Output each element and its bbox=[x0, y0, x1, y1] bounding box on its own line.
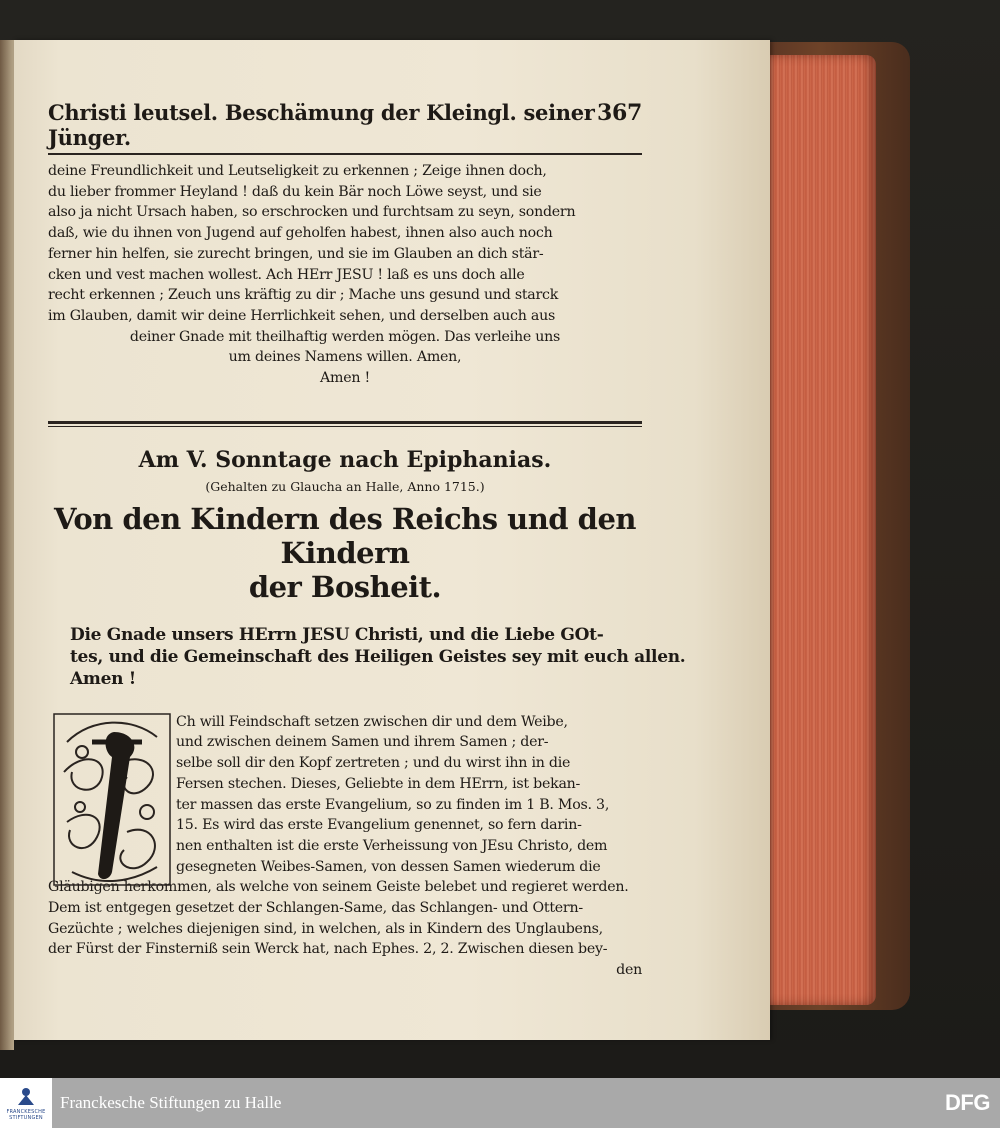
running-head-title: Christi leutsel. Beschämung der Kleingl. seiner Jünger. bbox=[48, 100, 595, 150]
franckesche-logo[interactable] bbox=[0, 1078, 52, 1128]
prayer-center-line: um deines Namens willen. Amen, bbox=[228, 349, 462, 366]
sermon-title-line: Von den Kindern des Reichs und den Kindern bbox=[53, 501, 636, 570]
text-line: ter massen das erste Evangelium, so zu finden im 1 B. Mos. 3, bbox=[176, 796, 610, 813]
book-page bbox=[14, 40, 770, 1040]
text-line: 15. Es wird das erste Evangelium genennet, so fern darin- bbox=[176, 817, 582, 834]
prayer-line: ferner hin helfen, sie zurecht bringen, und sie im Glauben an dich stär- bbox=[48, 245, 544, 262]
prayer-line: deine Freundlichkeit und Leutseligkeit zu erkennen ; Zeige ihnen doch, bbox=[48, 163, 547, 179]
dfg-logo[interactable]: DFG bbox=[945, 1090, 990, 1115]
catchword: den bbox=[616, 962, 642, 979]
prayer-line: also ja nicht Ursach haben, so erschrocken und furchtsam zu seyn, sondern bbox=[48, 204, 576, 221]
red-page-edges bbox=[768, 55, 876, 1005]
held-note: (Gehalten zu Glaucha an Halle, Anno 1715.) bbox=[205, 478, 485, 494]
institution-name[interactable]: Franckesche Stiftungen zu Halle bbox=[60, 1093, 282, 1112]
sunday-heading: Am V. Sonntage nach Epiphanias. bbox=[138, 446, 552, 473]
logo-text: FRANCKESCHE STIFTUNGEN bbox=[6, 1109, 46, 1121]
text-line: Fersen stechen. Dieses, Geliebte in dem HErrn, ist bekan- bbox=[176, 775, 581, 792]
text-line: Dem ist entgegen gesetzet der Schlangen-Same, das Schlangen- und Ottern- bbox=[48, 900, 583, 917]
text-line: selbe soll dir den Kopf zertreten ; und du wirst ihn in die bbox=[176, 755, 571, 772]
greeting bbox=[70, 624, 686, 690]
page-content bbox=[48, 100, 686, 981]
prayer-line: daß, wie du ihnen von Jugend auf geholfen habest, ihnen also auch noch bbox=[48, 225, 553, 242]
text-line: der Fürst der Finsterniß sein Werck hat, nach Ephes. 2, 2. Zwischen diesen bey- bbox=[48, 941, 608, 958]
running-head bbox=[48, 100, 642, 155]
prayer-center-line: Amen ! bbox=[320, 370, 370, 387]
text-line: nen enthalten ist die erste Verheissung von JEsu Christo, dem bbox=[176, 837, 608, 854]
prayer-center-line: deiner Gnade mit theilhaftig werden mögen. Das verleihe uns bbox=[129, 328, 561, 345]
sun-eagle-logo-icon bbox=[15, 1085, 37, 1107]
book-gutter bbox=[0, 40, 14, 1050]
closing-prayer bbox=[48, 161, 642, 389]
page-number: 367 bbox=[596, 100, 642, 126]
prayer-line: cken und vest machen wollest. Ach HErr JESU ! laß es uns doch alle bbox=[48, 266, 525, 283]
text-line: gesegneten Weibes-Samen, von dessen Samen wiederum die bbox=[176, 858, 601, 875]
ornamental-initial-icon bbox=[52, 712, 172, 887]
section-divider bbox=[48, 421, 642, 427]
prayer-line: recht erkennen ; Zeuch uns kräftig zu dir ; Mache uns gesund und starck bbox=[48, 287, 559, 304]
greeting-line: Amen ! bbox=[70, 668, 136, 689]
sermon-title bbox=[48, 502, 642, 604]
sermon-title-line: der Bosheit. bbox=[248, 569, 442, 604]
greeting-line: tes, und die Gemeinschaft des Heiligen Geistes sey mit euch allen. bbox=[70, 646, 686, 667]
text-line: Ch will Feindschaft setzen zwischen dir und dem Weibe, bbox=[176, 713, 568, 730]
prayer-line: du lieber frommer Heyland ! daß du kein Bär noch Löwe seyst, und sie bbox=[48, 183, 542, 200]
viewer-footer bbox=[0, 1078, 1000, 1128]
greeting-line: Die Gnade unsers HErrn JESU Christi, und die Liebe GOt- bbox=[70, 624, 604, 645]
prayer-line: im Glauben, damit wir deine Herrlichkeit sehen, und derselben auch aus bbox=[48, 307, 556, 324]
sermon-opening bbox=[48, 712, 642, 981]
text-line: Gezüchte ; welches diejenigen sind, in welchen, als in Kindern des Unglaubens, bbox=[48, 920, 603, 937]
text-line: und zwischen deinem Samen und ihrem Samen ; der- bbox=[176, 734, 549, 751]
text-line: Gläubigen herkommen, als welche von seinem Geiste belebet und regieret werden. bbox=[48, 879, 629, 896]
